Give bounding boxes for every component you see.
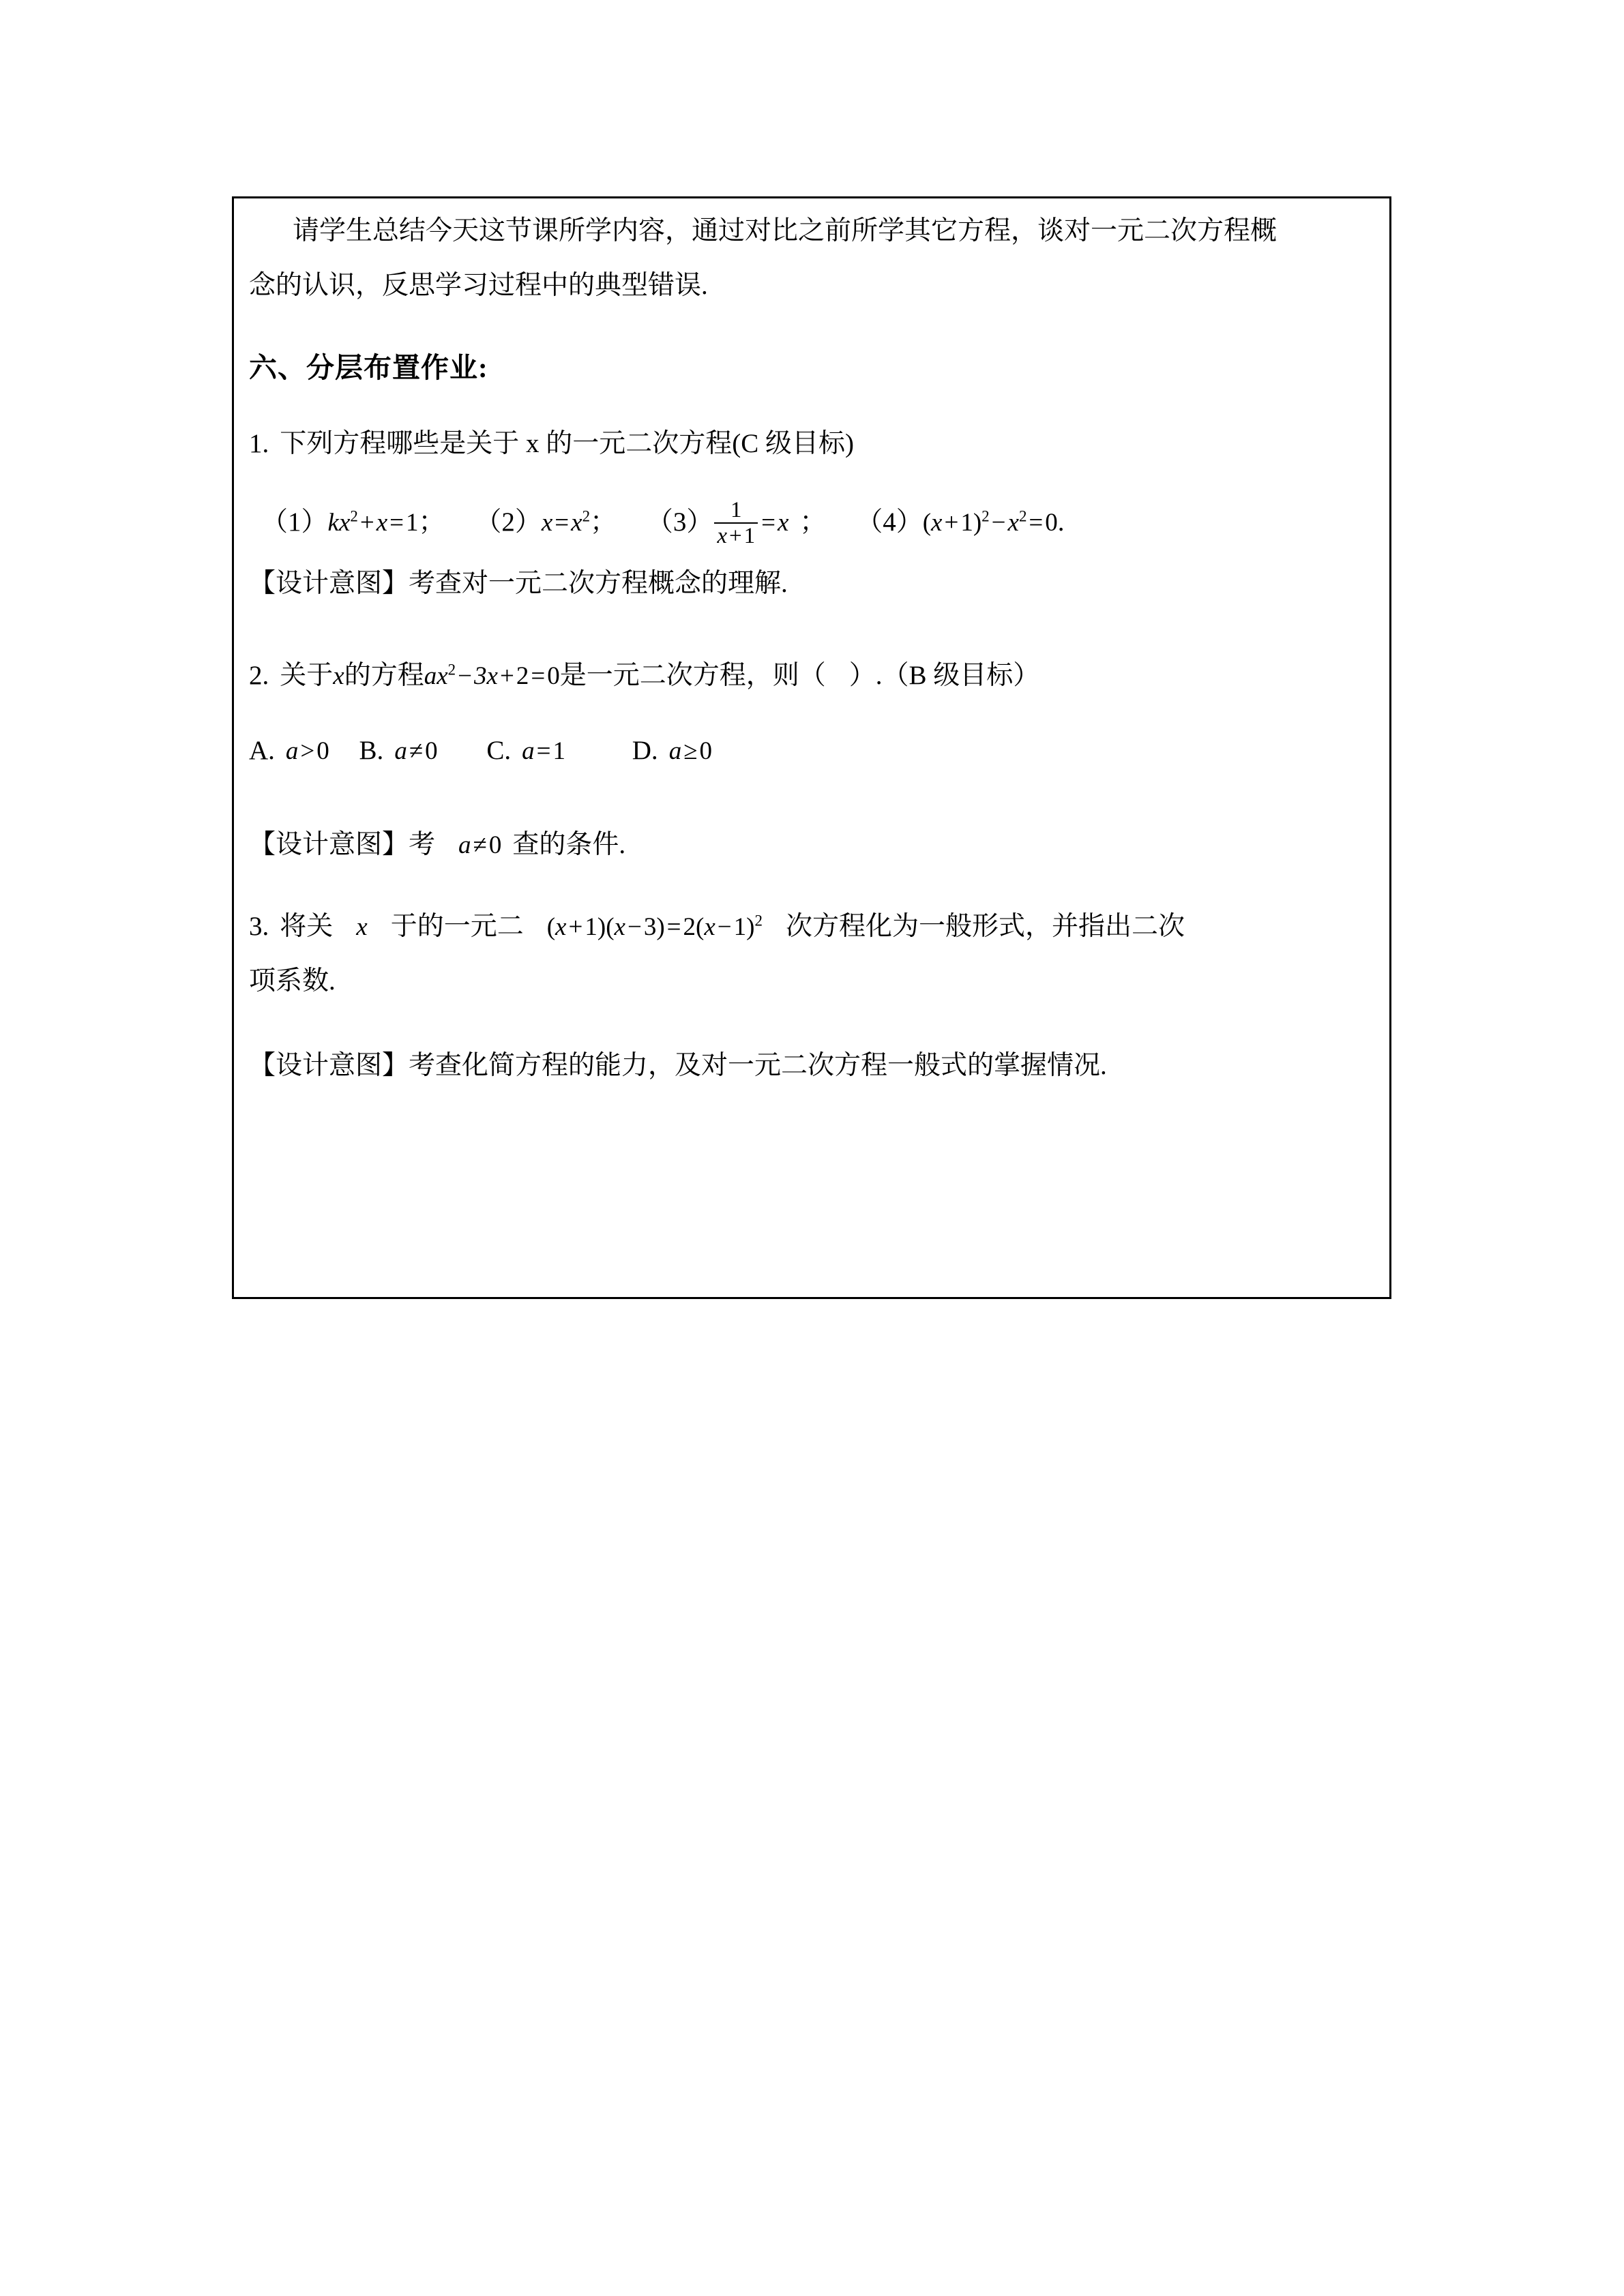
- summary-paragraph-line-1: 请学生总结今天这节课所学内容，通过对比之前所学其它方程，谈对一元二次方程概: [293, 216, 1278, 245]
- item-2-number: 2.: [249, 661, 269, 690]
- choice-a-expression: a>0: [285, 737, 329, 765]
- item-1-prompt-text: 下列方程哪些是关于 x 的一元二次方程: [280, 429, 733, 458]
- item-3-number: 3.: [249, 912, 269, 941]
- item-2-prompt-part1: 关于: [280, 661, 334, 690]
- equation-1-expression: $kx^2+x=1$: [327, 507, 419, 537]
- item-3-prompt-part2: 于的一元二: [390, 912, 524, 941]
- equation-2-label: （2）: [475, 507, 542, 537]
- item-2-design-intent-expression: a≠0: [458, 831, 502, 859]
- item-2-design-intent-part1: 【设计意图】考: [249, 830, 436, 859]
- item-3-equation: $(x+1)(x-3)=2(x-1)^2$: [546, 912, 763, 941]
- item-3-design-intent: 【设计意图】考查化简方程的能力，及对一元二次方程一般式的掌握情况.: [249, 1051, 1107, 1080]
- item-2-choices-row: [249, 737, 712, 764]
- choice-d-expression: a≥0: [668, 737, 712, 765]
- choice-d-key: D.: [632, 736, 658, 765]
- item-1-design-intent: 【设计意图】考查对一元二次方程概念的理解.: [249, 569, 788, 598]
- item-1-equation-row: [261, 498, 1065, 548]
- choice-c-key: C.: [486, 736, 512, 765]
- equation-3-expression: $\frac{1}{x+1}$ =x: [713, 498, 788, 548]
- choice-d[interactable]: [632, 736, 712, 765]
- choice-c-expression: a=1: [522, 737, 566, 765]
- item-1-number: 1.: [249, 429, 269, 458]
- equation-4-terminator: .: [1057, 507, 1065, 537]
- equation-1-terminator: ；: [418, 507, 445, 537]
- choice-b[interactable]: [359, 736, 438, 765]
- choice-a-key: A.: [249, 736, 275, 765]
- item-3-variable: x: [356, 913, 368, 941]
- item-1-prompt-level: (C 级目标): [732, 429, 855, 458]
- equation-3-label: （3）: [646, 507, 713, 537]
- equation-1-label: （1）: [261, 507, 328, 537]
- summary-paragraph-line-2: 念的认识，反思学习过程中的典型错误.: [249, 271, 708, 300]
- choice-b-expression: a≠0: [394, 737, 438, 765]
- fraction: $\frac{1}{x+1}$: [714, 498, 758, 548]
- choice-c[interactable]: [486, 736, 565, 765]
- equation-2-terminator: ；: [590, 507, 617, 537]
- item-2-variable: x: [333, 662, 344, 690]
- item-2-prompt-part4: ）.（B 级目标）: [848, 661, 1040, 690]
- item-2-design-intent-part2: 查的条件.: [512, 830, 626, 859]
- equation-2-expression: $x=x^2$: [541, 507, 591, 537]
- item-3-prompt-part1: 将关: [280, 912, 334, 941]
- equation-3-terminator: ；: [799, 507, 827, 537]
- section-heading-homework: 六、分层布置作业:: [249, 352, 488, 383]
- item-3-prompt-line-2: 项系数.: [249, 966, 336, 996]
- item-2-equation: $ax^2-3x+2=0$: [424, 661, 560, 690]
- document-content-frame: [232, 196, 1391, 1299]
- equation-4-expression: $(x+1)^2-x^2=0$: [922, 507, 1058, 537]
- item-2-prompt: [249, 662, 1039, 689]
- item-3-prompt: [249, 913, 1185, 940]
- item-2-design-intent: [249, 831, 625, 858]
- item-2-prompt-part3: 是一元二次方程，则（: [559, 661, 826, 690]
- document-body: [234, 198, 1389, 1297]
- item-2-prompt-part2: 的方程: [344, 661, 424, 690]
- choice-a[interactable]: [249, 736, 329, 765]
- item-3-prompt-part3: 次方程化为一般形式，并指出二次: [785, 912, 1185, 941]
- equation-4-label: （4）: [856, 507, 923, 537]
- item-1-prompt: [249, 430, 854, 457]
- choice-b-key: B.: [359, 736, 384, 765]
